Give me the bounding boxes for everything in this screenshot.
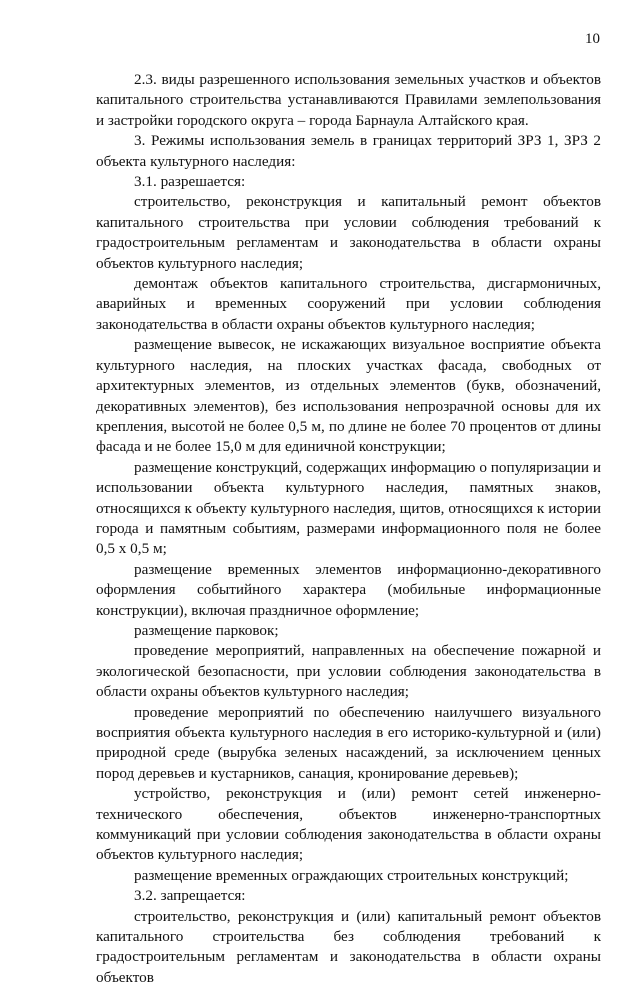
- paragraph-prohibited-construction: строительство, реконструкция и (или) капитальный ремонт объектов капитального строительства без соблюдения требований к градостроительным регламентам и законодательства в области охраны объектов: [96, 907, 601, 986]
- paragraph-section-3-heading: 3. Режимы использования земель в границах территорий ЗРЗ 1, ЗРЗ 2 объекта культурного наследия:: [96, 132, 601, 170]
- paragraph-engineering-networks: устройство, реконструкция и (или) ремонт сетей инженерно-технического обеспечения, объектов инженерно-транспортных коммуникаций при условии соблюдения законодательства в области охраны объектов культурного наследия;: [96, 785, 601, 864]
- paragraph-2-3: 2.3. виды разрешенного использования земельных участков и объектов капитального строительства устанавливаются Правилами землепользования и застройки городского округа – города Барнаула Алтайского края.: [96, 71, 601, 129]
- paragraph-visual-perception: проведение мероприятий по обеспечению наилучшего визуального восприятия объекта культурного наследия в его историко-культурной и (или) природной среде (вырубка зеленых насаждений, за исключением ценных пород деревьев и кустарников, санация, кронирование деревьев);: [96, 703, 601, 782]
- page-number: 10: [585, 31, 600, 47]
- paragraph-construction: строительство, реконструкция и капитальный ремонт объектов капитального строительства при условии соблюдения требований к градостроительным регламентам и законодательства в области охраны объектов культурного наследия;: [96, 193, 601, 272]
- paragraph-3-2-heading: 3.2. запрещается:: [134, 887, 246, 905]
- paragraph-temporary-fencing: размещение временных ограждающих строительных конструкций;: [134, 866, 569, 884]
- paragraph-dismantling: демонтаж объектов капитального строительства, дисгармоничных, аварийных и временных сооружений при условии соблюдения законодательства в области охраны объектов культурного наследия;: [96, 275, 601, 333]
- paragraph-parking: размещение парковок;: [134, 621, 279, 639]
- paragraph-safety-measures: проведение мероприятий, направленных на обеспечение пожарной и экологической безопасности, при условии соблюдения законодательства в области охраны объектов культурного наследия;: [96, 642, 601, 701]
- paragraph-information-structures: размещение конструкций, содержащих информацию о популяризации и использовании объекта культурного наследия, памятных знаков, относящихся к объекту культурного наследия, щитов, относящихся к истории города и памятным событиям, размерами информационного поля не более 0,5 х 0,5 м;: [96, 458, 601, 558]
- paragraph-signage: размещение вывесок, не искажающих визуальное восприятие объекта культурного наследия, на плоских участках фасада, свободных от архитектурных элементов, из отдельных элементов (букв, обозначений, декоративных элементов), без использования непрозрачной основы для их крепления, высотой не более 0,5 м, по длине не более 70 процентов от длины фасада и не более 15,0 м для единичной конструкции;: [96, 336, 601, 456]
- paragraph-3-1-heading: 3.1. разрешается:: [134, 173, 246, 191]
- paragraph-temporary-decoration: размещение временных элементов информационно-декоративного оформления событийного характера (мобильные информационные конструкции), включая праздничное оформление;: [96, 560, 601, 619]
- document-body: [96, 70, 601, 988]
